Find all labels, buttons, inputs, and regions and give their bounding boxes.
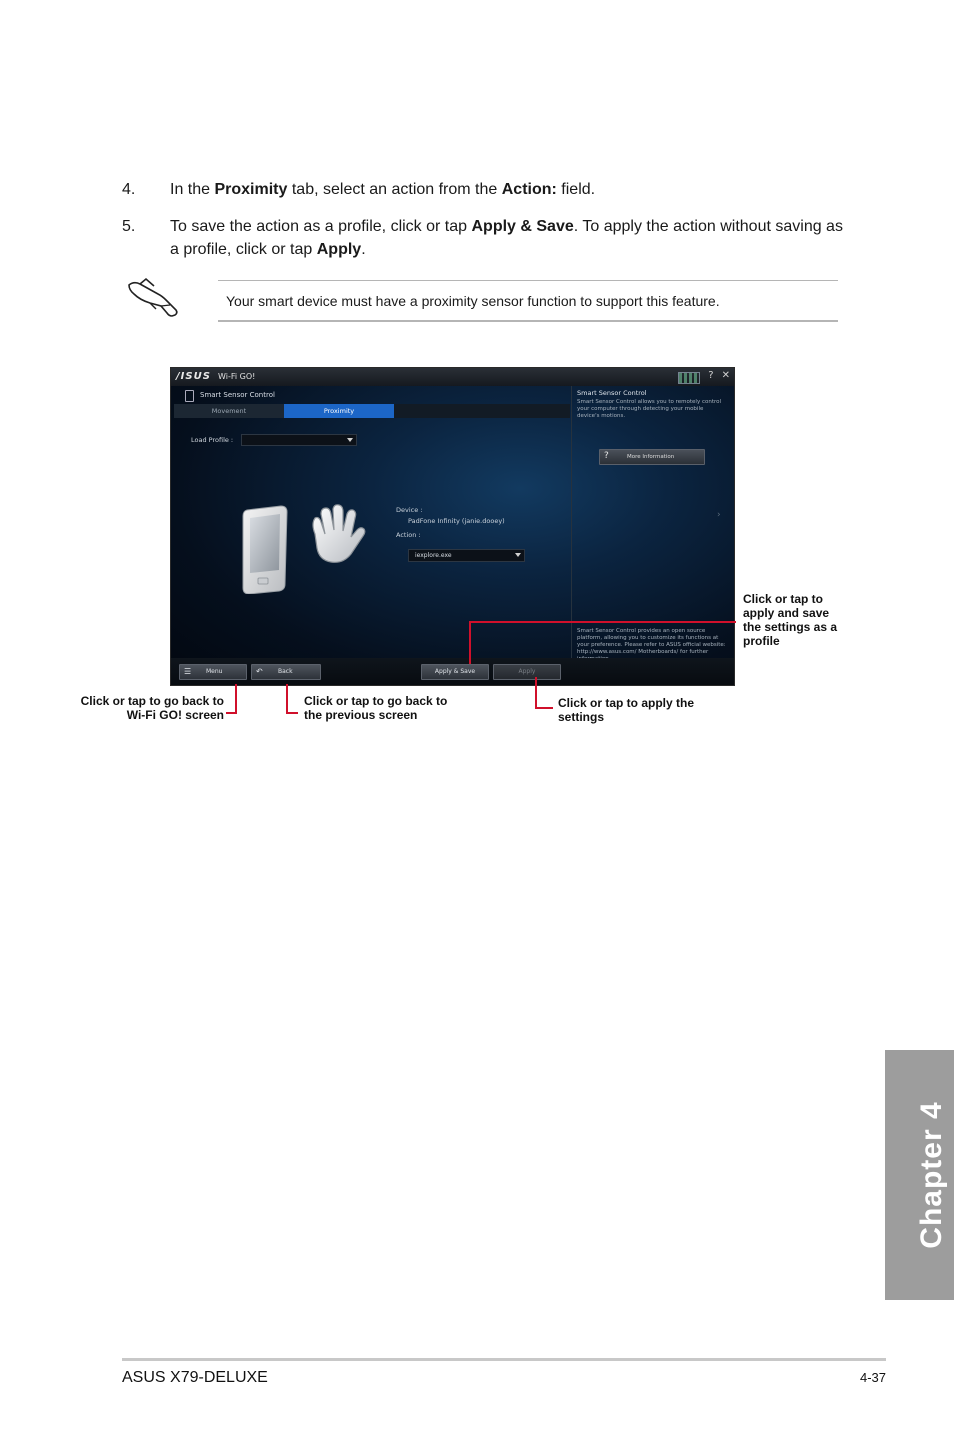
more-information-button[interactable] [599, 449, 705, 465]
chevron-down-icon [347, 438, 353, 442]
footer-rule [122, 1358, 886, 1361]
tab-bar [174, 404, 570, 418]
action-select[interactable] [408, 549, 525, 562]
hand-gesture-icon [305, 504, 367, 566]
help-icon[interactable]: ? [708, 370, 714, 381]
wifi-go-app-screenshot [170, 367, 735, 686]
action-label: Action : [396, 531, 421, 539]
title-bar [171, 368, 734, 386]
asus-logo: /ISUS [176, 371, 211, 382]
step-number: 5. [122, 218, 136, 235]
sidebar-title: Smart Sensor Control [577, 389, 647, 397]
chevron-right-icon[interactable]: › [717, 510, 721, 520]
step-text: In the Proximity tab, select an action from the Action: field. [170, 181, 596, 198]
callout-apply-save: Click or tap to apply and save the settings as a profile [743, 592, 838, 648]
tab-bar-filler [394, 404, 570, 418]
callout-line-back-h [286, 712, 298, 714]
chevron-down-icon [515, 553, 521, 557]
panel-divider [571, 386, 572, 658]
section-title: Smart Sensor Control [200, 391, 275, 399]
chapter-tab [885, 1050, 954, 1300]
callout-line-apply-save-v [469, 622, 471, 664]
step-text: To save the action as a profile, click or tap Apply & Save. To apply the action without saving as a profile, click or tap Apply. [170, 218, 843, 258]
close-icon[interactable]: ✕ [721, 370, 730, 381]
callout-line-menu-v [235, 684, 237, 713]
apply-save-button[interactable]: Apply & Save [421, 664, 489, 680]
load-profile-label: Load Profile : [191, 436, 234, 444]
back-arrow-icon: ↶ [256, 667, 263, 676]
callout-back: Click or tap to go back to the previous screen [304, 694, 448, 722]
smartphone-icon [241, 504, 289, 594]
step-number: 4. [122, 181, 136, 198]
callout-line-apply-h [535, 707, 553, 709]
callout-line-back-v [286, 684, 288, 713]
footer-page-number: 4-37 [859, 1370, 886, 1385]
callout-menu: Click or tap to go back to Wi-Fi GO! screen [80, 694, 224, 722]
callout-apply: Click or tap to apply the settings [558, 696, 695, 724]
load-profile-select[interactable] [241, 434, 357, 446]
menu-button-label: Menu [206, 668, 223, 675]
menu-button[interactable] [179, 664, 247, 680]
tab-proximity[interactable]: Proximity [284, 404, 394, 418]
app-title: Wi-Fi GO! [218, 372, 256, 381]
note-text: Your smart device must have a proximity sensor function to support this feature. [226, 293, 720, 309]
device-icon [185, 390, 194, 402]
footer-product-name: ASUS X79-DELUXE [122, 1369, 268, 1386]
back-button[interactable] [251, 664, 321, 680]
settings-grid-icon[interactable] [678, 372, 700, 384]
callout-line-apply-save-h [469, 621, 736, 623]
device-label: Device : [396, 506, 423, 514]
question-icon: ? [604, 451, 609, 461]
back-button-label: Back [278, 668, 293, 675]
apply-button[interactable]: Apply [493, 664, 561, 680]
callout-line-apply-v [535, 677, 537, 708]
callout-line-menu-h [226, 712, 237, 714]
menu-icon: ☰ [184, 667, 192, 676]
chapter-label: Chapter 4 [915, 1101, 948, 1249]
sidebar-description: Smart Sensor Control allows you to remotely control your computer through detecting your mobile device's motions. [577, 399, 722, 419]
window-controls [678, 370, 730, 384]
section-header [171, 387, 571, 403]
sidebar-footer-text: Smart Sensor Control provides an open source platform, allowing you to customize its functions at your preference. Please refer to ASUS official website: http://www.asus.com/ Motherboards/ for further [577, 628, 726, 655]
note-box [218, 280, 838, 322]
pencil-hand-icon [126, 276, 180, 318]
device-value: PadFone Infinity (janie.dooey) [408, 517, 505, 525]
tab-movement[interactable]: Movement [174, 404, 284, 418]
more-information-label: More Information [627, 454, 675, 460]
action-value: iexplore.exe [415, 552, 452, 559]
